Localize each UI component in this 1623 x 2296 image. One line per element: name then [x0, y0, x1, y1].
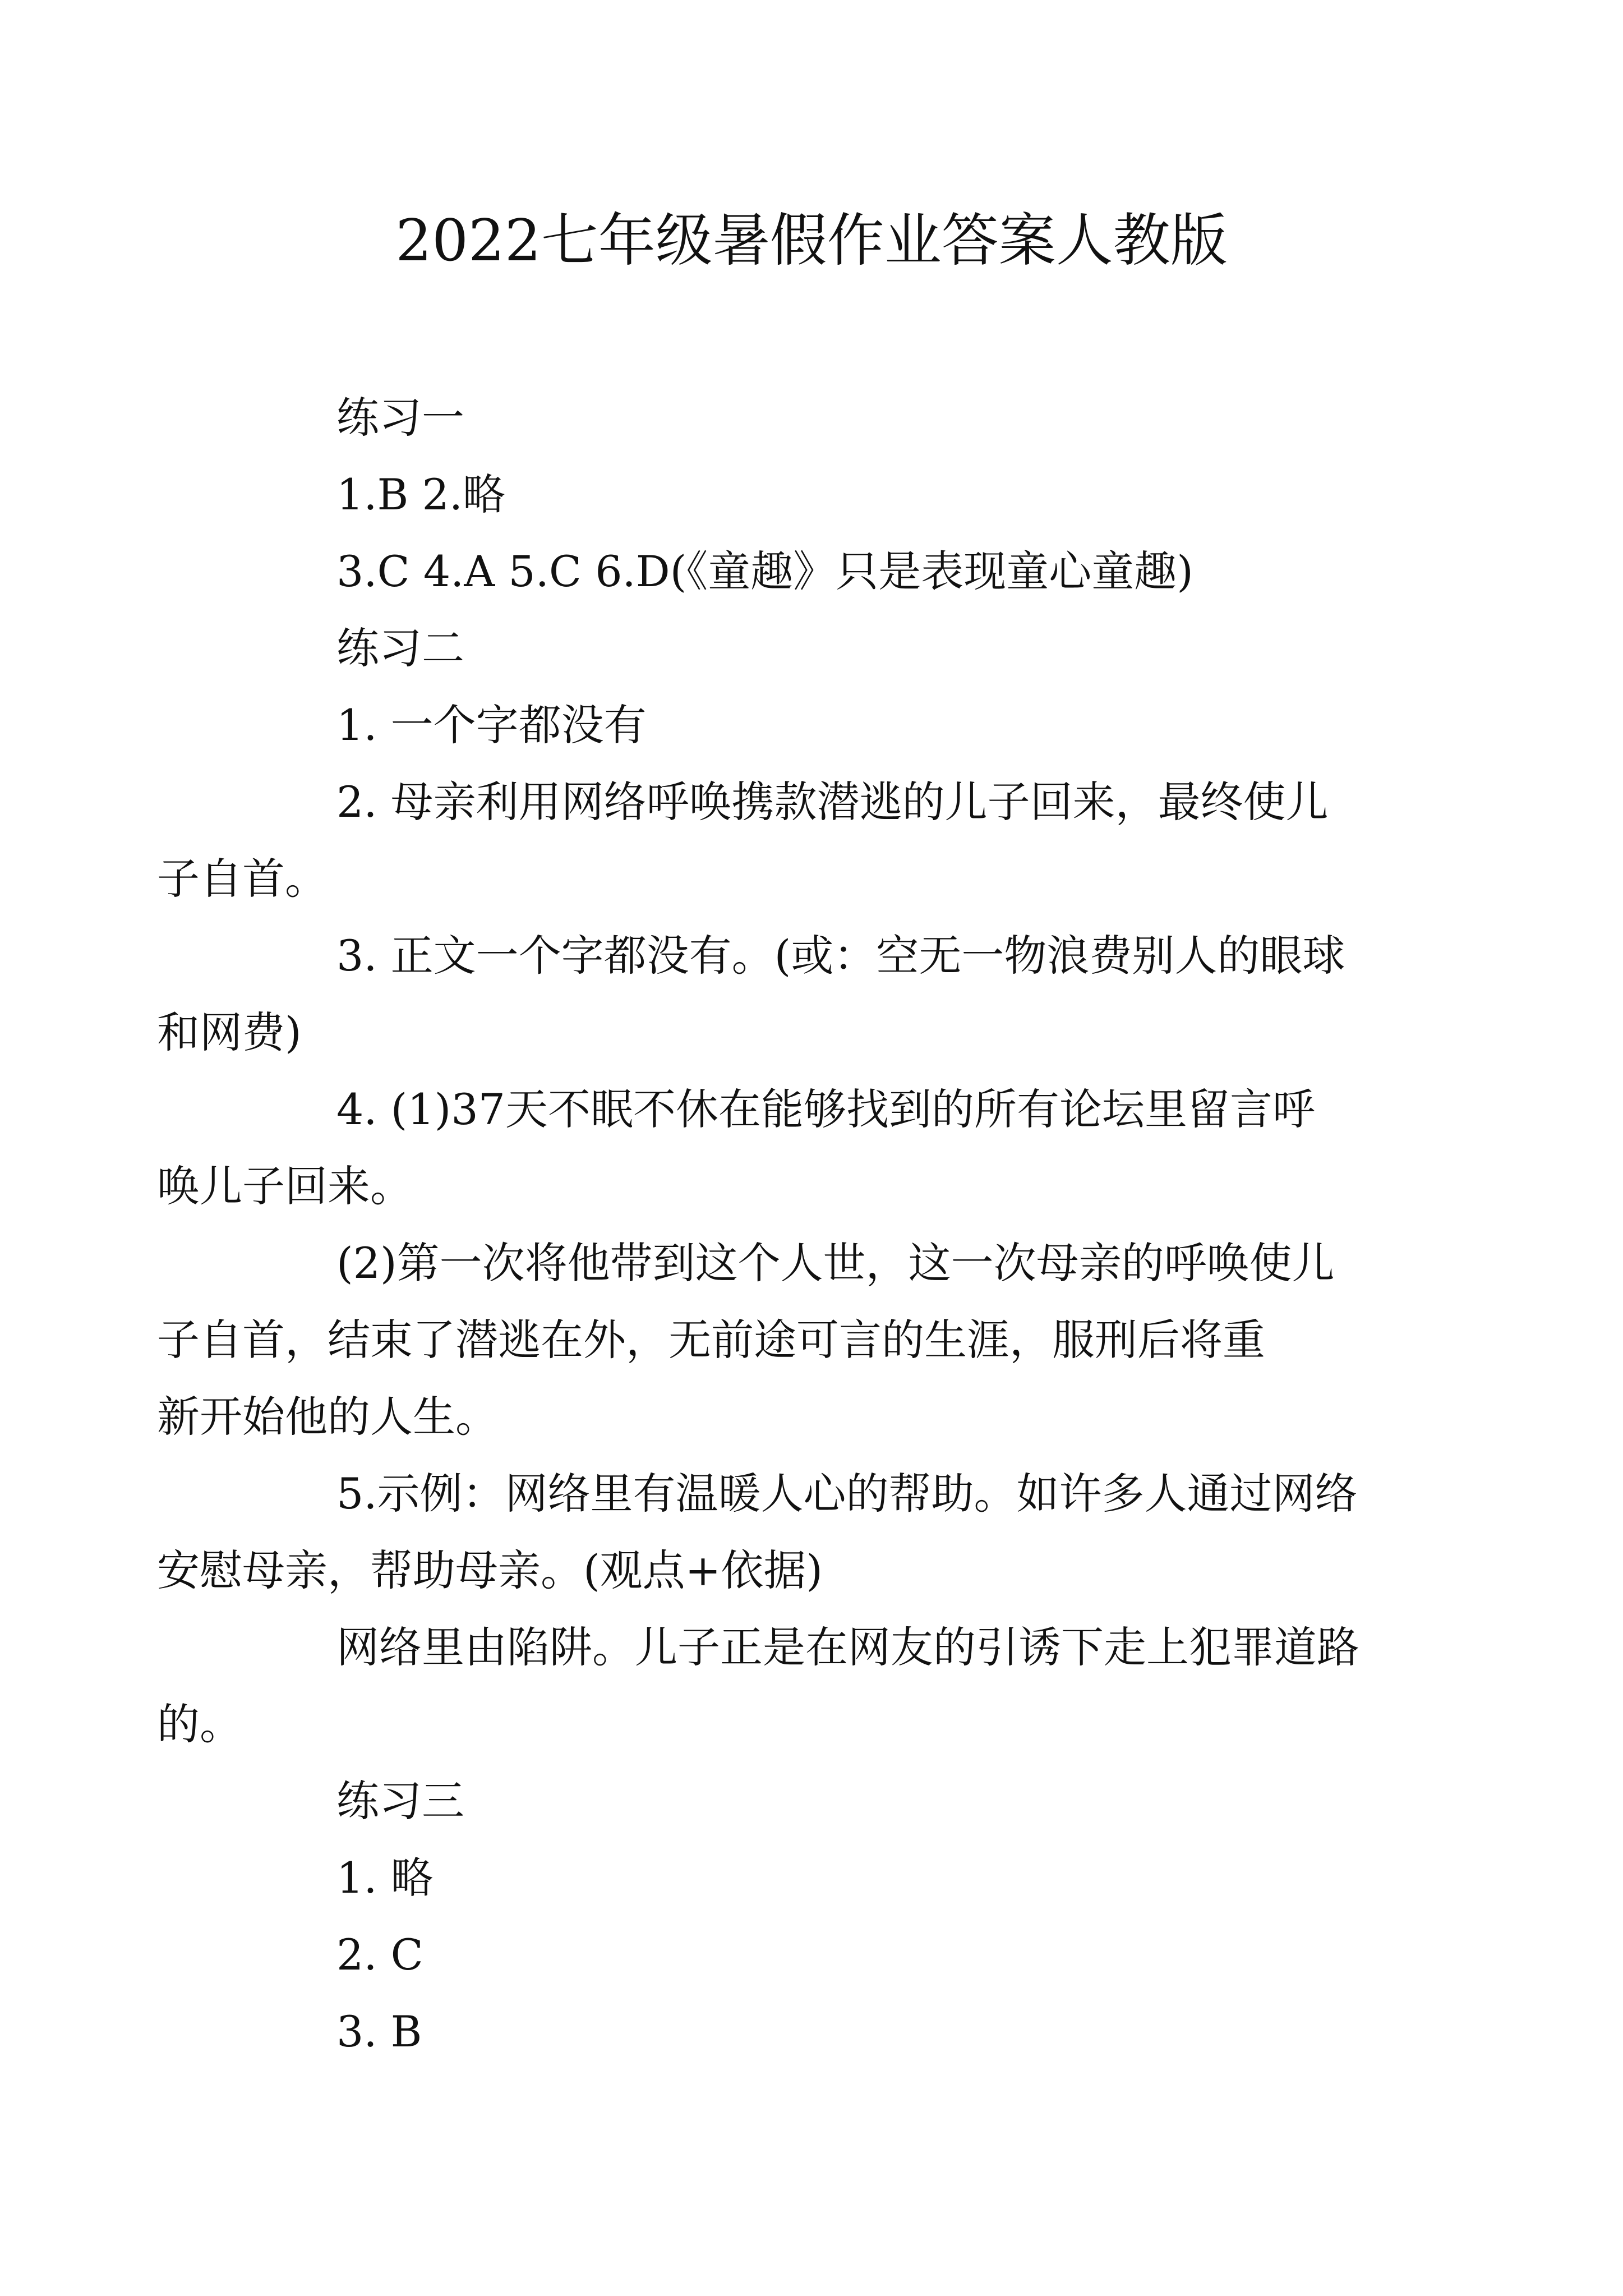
paragraph-answer-3-6: [247, 533, 1385, 610]
paragraph-line-continued: 和网费): [157, 1007, 302, 1057]
paragraph-section-2-heading: [247, 610, 1385, 687]
paragraph-line-continued: 子自首。: [157, 854, 328, 904]
paragraph-s2-answer-1: [247, 687, 1385, 763]
document-body: [157, 379, 1385, 2070]
paragraph-answer-1-2: [247, 456, 1385, 533]
paragraph-line: 1.B 2.略: [336, 470, 506, 519]
paragraph-line-continued: 子自首，结束了潜逃在外，无前途可言的生涯，服刑后将重: [157, 1315, 1265, 1365]
paragraph-line: 3. B: [336, 2007, 422, 2056]
paragraph-line: 4. (1)37天不眠不休在能够找到的所有论坛里留言呼: [336, 1084, 1316, 1134]
paragraph-line: 网络里由陷阱。儿子正是在网友的引诱下走上犯罪道路: [336, 1622, 1359, 1672]
paragraph-line: 2. 母亲利用网络呼唤携款潜逃的儿子回来，最终使儿: [336, 777, 1329, 827]
paragraph-s3-answer-3: [247, 1993, 1385, 2070]
paragraph-line: (2)第一次将他带到这个人世，这一次母亲的呼唤使儿: [336, 1238, 1335, 1288]
paragraph-line: 练习一: [336, 393, 464, 443]
paragraph-s2-answer-3: [157, 917, 1385, 1071]
paragraph-line: 5.示例：网络里有温暖人心的帮助。如许多人通过网络: [336, 1469, 1358, 1519]
paragraph-s3-answer-1: [247, 1839, 1385, 1916]
paragraph-line: 3.C 4.A 5.C 6.D(《童趣》只是表现童心童趣): [336, 546, 1193, 596]
paragraph-section-1-heading: [247, 379, 1385, 456]
paragraph-line: 1. 略: [336, 1853, 434, 1903]
paragraph-s2-answer-5-b: [157, 1609, 1385, 1763]
paragraph-line: 练习二: [336, 623, 464, 673]
paragraph-s2-answer-4-1: [157, 1071, 1385, 1225]
document-title: 2022七年级暑假作业答案人教版: [395, 208, 1228, 274]
paragraph-line-continued: 的。: [157, 1699, 242, 1749]
paragraph-s2-answer-4-2: [157, 1225, 1385, 1455]
paragraph-s3-answer-2: [247, 1916, 1385, 1993]
paragraph-line-continued: 新开始他的人生。: [157, 1392, 498, 1442]
paragraph-line: 2. C: [336, 1930, 423, 1980]
paragraph-s2-answer-5: [157, 1455, 1385, 1609]
paragraph-line: 3. 正文一个字都没有。(或：空无一物浪费别人的眼球: [336, 931, 1345, 981]
paragraph-line-continued: 唤儿子回来。: [157, 1161, 413, 1211]
paragraph-line: 1. 一个字都没有: [336, 700, 647, 750]
paragraph-line-continued: 安慰母亲，帮助母亲。(观点+依据): [157, 1545, 823, 1595]
paragraph-section-3-heading: [247, 1763, 1385, 1839]
paragraph-s2-answer-2: [157, 763, 1385, 917]
paragraph-line: 练习三: [336, 1776, 464, 1826]
